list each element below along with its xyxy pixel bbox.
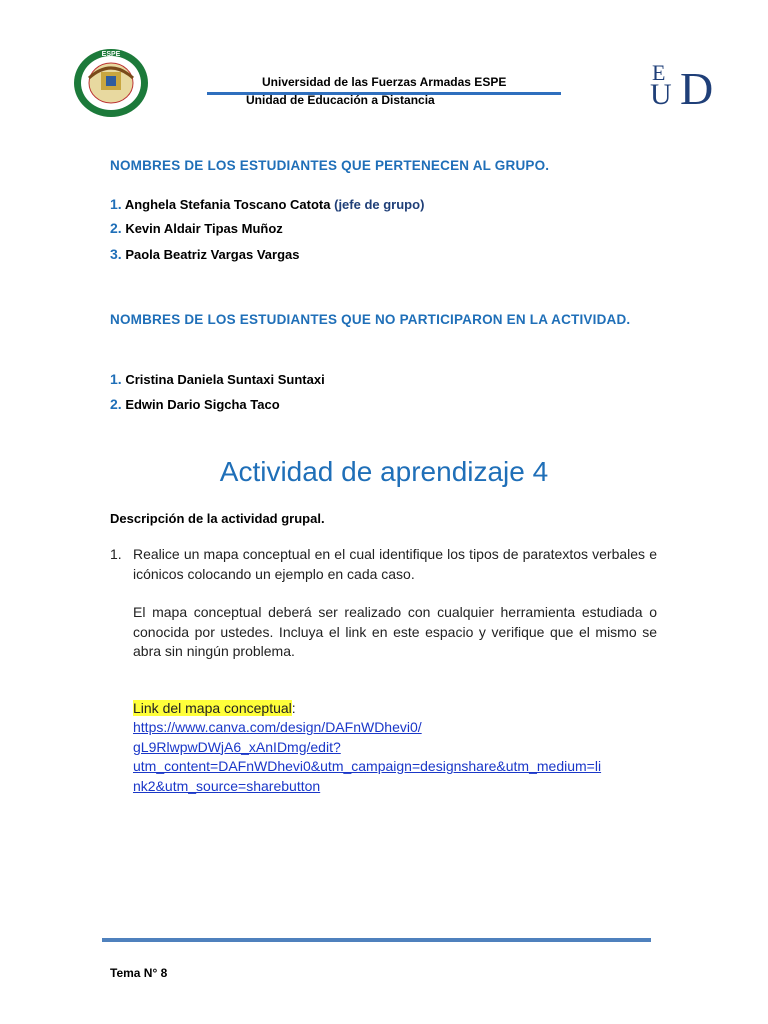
member-name: Kevin Aldair Tipas Muñoz — [125, 221, 283, 236]
list-number: 1. — [110, 196, 122, 212]
role-close: ) — [420, 197, 425, 212]
member-name: Cristina Daniela Suntaxi Suntaxi — [125, 372, 325, 387]
ued-logo-u: U — [650, 78, 672, 108]
member-name: Anghela Stefania Toscano Catota — [124, 197, 331, 212]
map-link[interactable] — [133, 718, 601, 796]
list-item — [110, 220, 283, 236]
ued-logo-d: D — [680, 63, 714, 108]
list-number: 2. — [110, 220, 122, 236]
list-number: 2. — [110, 396, 122, 412]
member-name: Paola Beatriz Vargas Vargas — [125, 247, 300, 262]
espe-logo-text: ESPE — [101, 51, 121, 58]
list-item — [110, 396, 280, 412]
member-role: jefe de grupo — [338, 197, 421, 212]
link-label: Link del mapa conceptual — [133, 700, 292, 716]
link-label-row — [133, 699, 296, 719]
item-number: 1. — [110, 546, 122, 562]
list-item — [110, 196, 424, 212]
role-open: ( — [334, 197, 339, 212]
activity-title: Actividad de aprendizaje 4 — [219, 456, 549, 487]
activity-paragraph-2: El mapa conceptual deberá ser realizado con cualquier herramienta estudiada o conocida por ustedes. Incluya el link en este espacio y verifique que el mismo se abra sin ningún problema. — [133, 604, 657, 659]
espe-logo — [73, 48, 149, 118]
activity-paragraph-1: Realice un mapa conceptual en el cual identifique los tipos de paratextos verbales e icónicos colocando un ejemplo en cada caso. — [133, 546, 657, 582]
list-item — [110, 246, 299, 262]
ued-logo — [650, 58, 730, 108]
map-link-line-4[interactable]: nk2&utm_source=sharebutton — [133, 777, 321, 794]
footer-topic: Tema N° 8 — [110, 966, 168, 980]
list-number: 3. — [110, 246, 122, 262]
list-item — [110, 371, 325, 387]
list-number: 1. — [110, 371, 122, 387]
ued-logo-e: E — [652, 60, 666, 85]
footer-rule — [102, 938, 651, 942]
header-university: Universidad de las Fuerzas Armadas ESPE — [262, 75, 507, 89]
map-link-line-3[interactable]: utm_content=DAFnWDhevi0&utm_campaign=designshare&utm_medium=li — [133, 758, 602, 774]
map-link-line-1[interactable]: https://www.canva.com/design/DAFnWDhevi0/ — [133, 719, 422, 735]
link-colon: : — [291, 700, 296, 716]
member-name: Edwin Dario Sigcha Taco — [125, 397, 280, 412]
map-link-line-2[interactable]: gL9RlwpwDWjA6_xAnIDmg/edit? — [133, 738, 341, 755]
absent-section-title: NOMBRES DE LOS ESTUDIANTES QUE NO PARTICIPARON EN LA ACTIVIDAD. — [110, 312, 631, 327]
header-unit: Unidad de Educación a Distancia — [246, 93, 435, 107]
description-title: Descripción de la actividad grupal. — [110, 511, 325, 526]
group-section-title: NOMBRES DE LOS ESTUDIANTES QUE PERTENECEN AL GRUPO. — [110, 158, 550, 173]
